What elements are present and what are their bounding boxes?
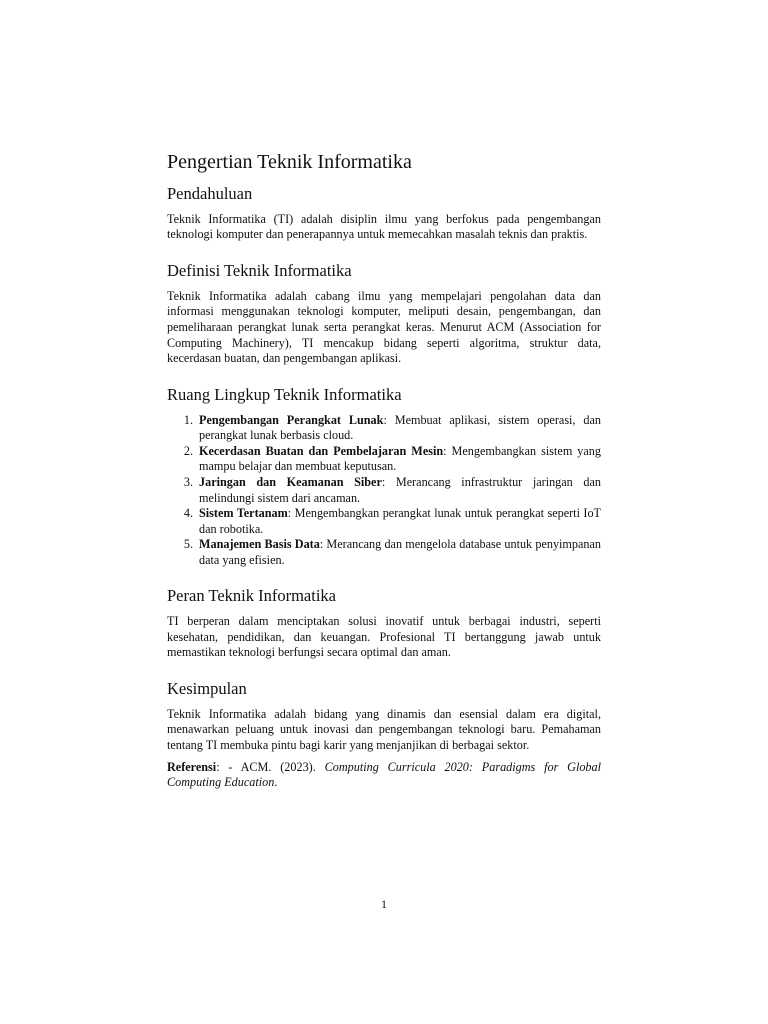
paragraph-definisi: Teknik Informatika adalah cabang ilmu yang mempelajari pengolahan data dan informasi menggunakan teknologi komputer, meliputi desain, pengembangan, dan pemeliharaan perangkat lunak serta perangkat keras. Menurut ACM (Association for Computing Machinery), TI mencakup bidang seperti algoritma, struktur data, kecerdasan buatan, dan pengembangan aplikasi. [167, 288, 601, 366]
list-item-term: Kecerdasan Buatan dan Pembelajaran Mesin [199, 443, 444, 458]
list-item-number: 3. [183, 474, 193, 489]
reference-prefix: : - ACM. (2023). [216, 759, 325, 774]
list-item [167, 506, 601, 537]
heading-definisi: Definisi Teknik Informatika [167, 260, 352, 280]
document-page [167, 150, 601, 791]
list-item-term: Sistem Tertanam [199, 506, 288, 521]
list-item-desc: : Mengembangkan sistem yang mampu belajar dan membuat keputusan. [199, 443, 601, 474]
list-item-body [199, 537, 601, 568]
heading-kesimpulan: Kesimpulan [167, 679, 247, 699]
list-item-number: 2. [183, 443, 193, 458]
scope-list [167, 413, 601, 569]
list-item-body [199, 506, 601, 537]
list-item-desc: : Mengembangkan perangkat lunak untuk perangkat seperti IoT dan robotika. [199, 506, 602, 536]
reference-label: Referensi [167, 759, 217, 774]
reference-title: Computing Curricula 2020: Paradigms for Global Computing Education [167, 759, 602, 790]
paragraph-peran: TI berperan dalam menciptakan solusi inovatif untuk berbagai industri, seperti kesehatan, pendidikan, dan keuangan. Profesional TI bertanggung jawab untuk memastikan teknologi berfungsi secara optimal dan aman. [167, 614, 601, 660]
list-item-number: 4. [183, 506, 193, 521]
heading-pendahuluan: Pendahuluan [167, 184, 253, 203]
reference-suffix: . [274, 775, 278, 790]
paragraph-pendahuluan: Teknik Informatika (TI) adalah disiplin ilmu yang berfokus pada pengembangan teknologi komputer dan penerapannya untuk memecahkan masalah teknis dan praktis. [167, 211, 601, 242]
list-item-body [199, 475, 601, 506]
list-item-desc: : Merancang infrastruktur jaringan dan melindungi sistem dari ancaman. [199, 474, 601, 505]
list-item-desc: : Merancang dan mengelola database untuk penyimpanan data yang efisien. [199, 537, 602, 567]
list-item [167, 444, 601, 475]
list-item-number: 1. [183, 412, 193, 427]
list-item [167, 413, 601, 444]
list-item-term: Pengembangan Perangkat Lunak [199, 412, 384, 427]
page-number: 1 [381, 897, 387, 911]
list-item-number: 5. [183, 537, 193, 552]
list-item-desc: : Membuat aplikasi, sistem operasi, dan perangkat lunak berbasis cloud. [199, 412, 601, 443]
list-item [167, 537, 601, 568]
heading-ruang-lingkup: Ruang Lingkup Teknik Informatika [167, 384, 402, 404]
list-item-term: Jaringan dan Keamanan Siber [199, 474, 382, 489]
list-item-body [199, 413, 601, 444]
list-item [167, 475, 601, 506]
reference [167, 760, 601, 791]
list-item-term: Manajemen Basis Data [199, 537, 320, 552]
list-item-body [199, 444, 601, 475]
paragraph-kesimpulan: Teknik Informatika adalah bidang yang dinamis dan esensial dalam era digital, menawarkan peluang untuk inovasi dan pengembangan teknologi baru. Pemahaman tentang TI membuka pintu bagi karir yang menjanjikan di berbagai sektor. [167, 706, 601, 753]
heading-peran: Peran Teknik Informatika [167, 586, 336, 606]
document-title: Pengertian Teknik Informatika [167, 151, 412, 173]
